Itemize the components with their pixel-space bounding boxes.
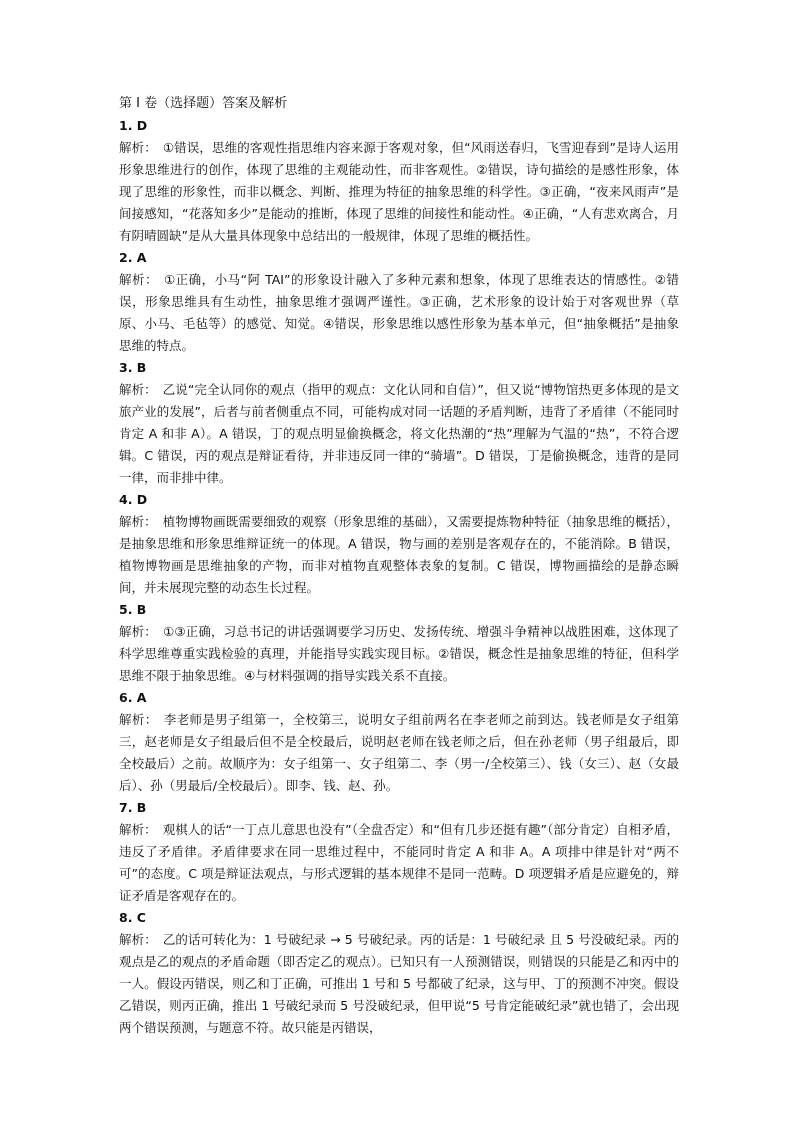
question-number: 2. A [119,250,147,265]
analysis-label: 解析： [119,712,158,727]
analysis-label: 解析： [119,272,158,287]
analysis-label: 解析： [119,932,157,947]
question-number: 4. D [119,492,148,507]
answer-item-8 [119,907,679,1039]
answer-page [119,93,679,1039]
answer-item-7 [119,797,679,907]
section-title: 第 I 卷（选择题）答案及解析 [119,96,288,111]
answer-item-4 [119,489,679,599]
question-number: 8. C [119,910,146,925]
answer-item-1 [119,115,679,247]
analysis-text [119,819,679,907]
question-number: 3. B [119,360,147,375]
analysis-body: 观棋人的话“一丁点儿意思也没有”（全盘否定）和“但有几步还挺有趣”（部分肯定）自相矛盾，违反了矛盾律。矛盾律要求在同一思维过程中，不能同时肯定 A 和非 A。A 项排中律是针对“两不可”的态度。C 项是辩证法观点，与形式逻辑的基本规律不是同一范畴。D 项逻辑矛盾是应避免的，辩证矛盾是客观存在的。 [119,822,679,903]
question-number: 6. A [119,690,147,705]
question-number: 7. B [119,800,147,815]
analysis-text [119,709,679,797]
analysis-body: 乙的话可转化为：1 号破纪录 → 5 号破纪录。丙的话是：1 号破纪录 且 5 号没破纪录。丙的观点是乙的观点的矛盾命题（即否定乙的观点）。已知只有一人预测错误，则错误的只能是乙和丙中的一人。假设丙错误，则乙和丁正确，可推出 1 号和 5 号都破了纪录，这与甲、丁的预测不冲突。假设乙错误，则丙正确，推出 1 号破纪录而 5 号没破纪录，但甲说“5 号肯定能破纪录”就也错了，会出现两个错误预测，与题意不符。故只能是丙错误， [119,932,679,1035]
analysis-text [119,929,679,1039]
analysis-body: 乙说“完全认同你的观点（指甲的观点：文化认同和自信）”，但又说“博物馆热更多体现的是文旅产业的发展”，后者与前者侧重点不同，可能构成对同一话题的矛盾判断，违背了矛盾律（不能同时肯定 A 和非 A）。A 错误，丁的观点明显偷换概念，将文化热潮的“热”理解为气温的“热”，不符合逻辑。C 错误，丙的观点是辩证看待，并非违反同一律的“骑墙”。D 错误，丁是偷换概念，违背的是同一律，而非排中律。 [119,382,679,485]
analysis-text [119,269,679,357]
analysis-text [119,511,679,599]
answer-item-6 [119,687,679,797]
question-number: 5. B [119,602,147,617]
analysis-text [119,379,679,489]
analysis-label: 解析： [119,140,157,155]
analysis-body: ①正确，小马“阿 TAI”的形象设计融入了多种元素和想象，体现了思维表达的情感性。②错误，形象思维具有生动性，抽象思维才强调严谨性。③正确，艺术形象的设计始于对客观世界（草原、小马、毛毡等）的感觉、知觉。④错误，形象思维以感性形象为基本单元，但“抽象概括”是抽象思维的特点。 [119,272,679,353]
question-number: 1. D [119,118,148,133]
answer-item-5 [119,599,679,687]
analysis-label: 解析： [119,514,157,529]
analysis-text [119,621,679,687]
analysis-body: ①③正确，习总书记的讲话强调要学习历史、发扬传统、增强斗争精神以战胜困难，这体现了科学思维尊重实践检验的真理，并能指导实践实现目标。②错误，概念性是抽象思维的特征，但科学思维不限于抽象思维。④与材料强调的指导实践关系不直接。 [119,624,679,683]
analysis-body: 植物博物画既需要细致的观察（形象思维的基础），又需要提炼物种特征（抽象思维的概括），是抽象思维和形象思维辩证统一的体现。A 错误，物与画的差别是客观存在的，不能消除。B 错误，植物博物画是思维抽象的产物，而非对植物直观整体表象的复制。C 错误，博物画描绘的是静态瞬间，并未展现完整的动态生长过程。 [119,514,679,595]
analysis-body: ①错误，思维的客观性指思维内容来源于客观对象，但“风雨送春归，飞雪迎春到”是诗人运用形象思维进行的创作，体现了思维的主观能动性，而非客观性。②错误，诗句描绘的是感性形象，体现了思维的形象性，而非以概念、判断、推理为特征的抽象思维的科学性。③正确，“夜来风雨声”是间接感知，“花落知多少”是能动的推断，体现了思维的间接性和能动性。④正确，“人有悲欢离合，月有阴晴圆缺”是从大量具体现象中总结出的一般规律，体现了思维的概括性。 [119,140,679,243]
analysis-label: 解析： [119,624,157,639]
analysis-label: 解析： [119,822,157,837]
analysis-body: 李老师是男子组第一，全校第三，说明女子组前两名在李老师之前到达。钱老师是女子组第三，赵老师是女子组最后但不是全校最后，说明赵老师在钱老师之后，但在孙老师（男子组最后，即全校最后）之前。故顺序为：女子组第一、女子组第二、李（男一/全校第三）、钱（女三）、赵（女最后）、孙（男最后/全校最后）。即李、钱、赵、孙。 [119,712,679,793]
analysis-label: 解析： [119,382,157,397]
answer-item-3 [119,357,679,489]
analysis-text [119,137,679,247]
answer-item-2 [119,247,679,357]
